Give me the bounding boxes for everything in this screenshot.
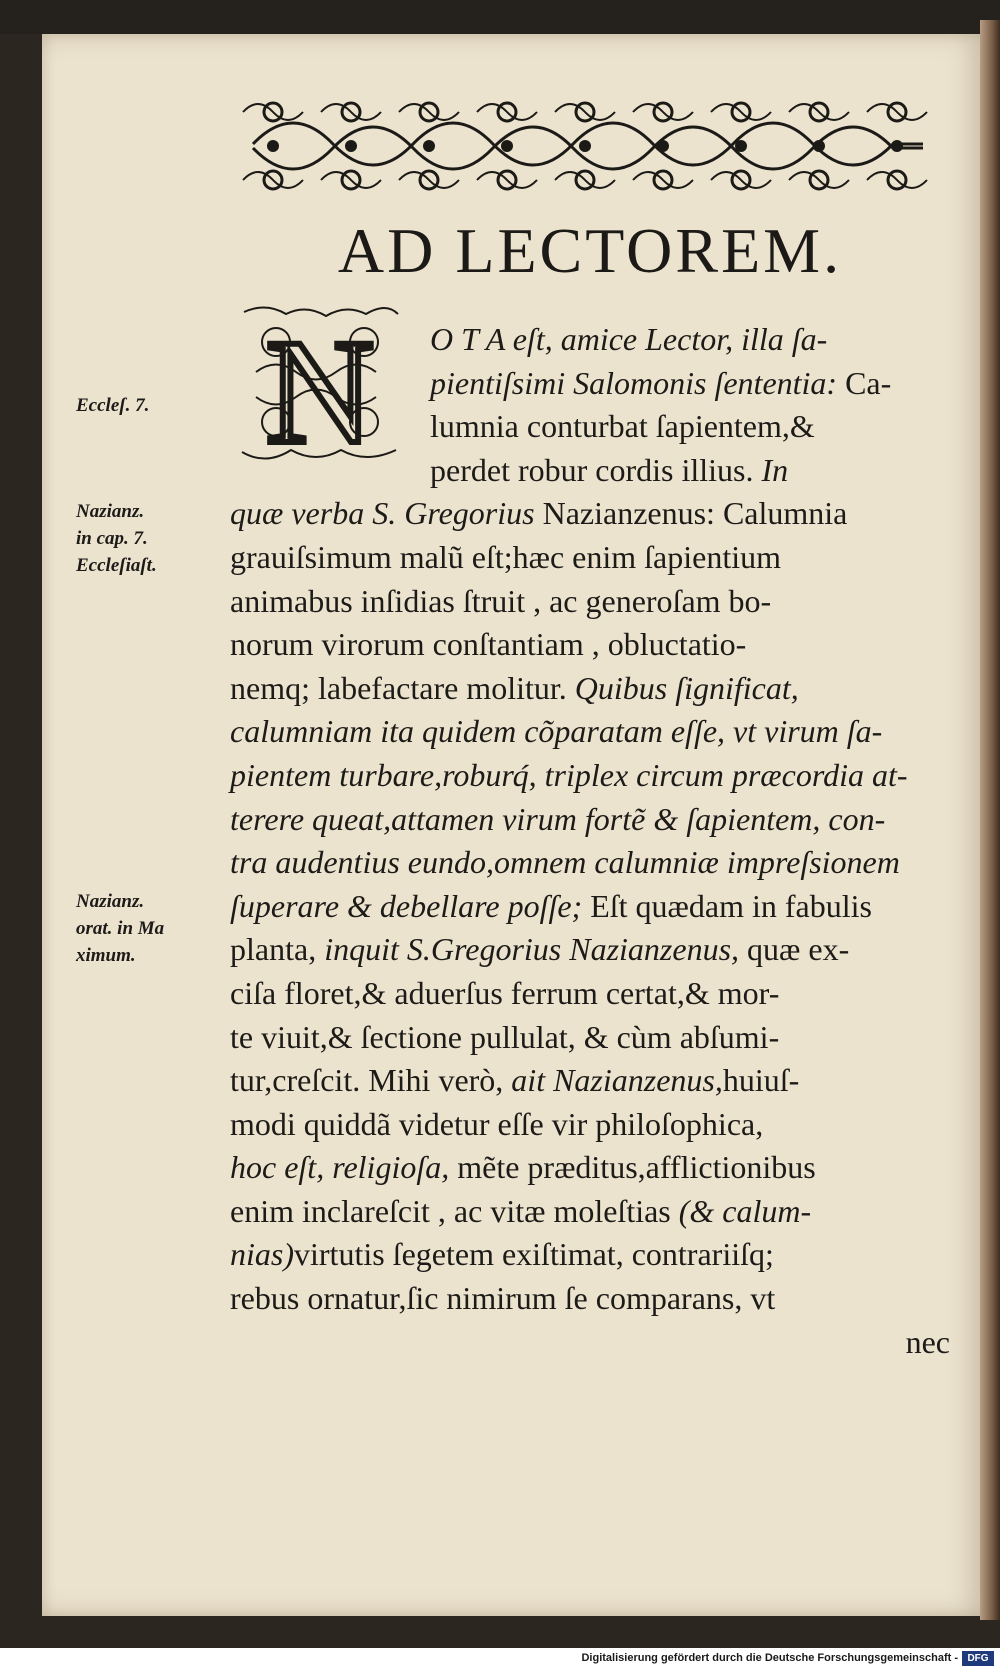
text-line (230, 580, 950, 624)
initial-letter: N (265, 309, 375, 468)
text-line (230, 318, 950, 362)
text-line (230, 449, 950, 493)
text-line (230, 667, 950, 711)
margin-note-line: Nazianz. (76, 891, 145, 912)
text-segment: modi quiddã videtur eſſe vir philoſophica, (230, 1105, 764, 1142)
footer-bar (0, 1648, 1000, 1671)
funding-note: Digitalisierung gefördert durch die Deutsche Forschungsgemeinschaft - (581, 1652, 958, 1664)
text-segment: Ca- (845, 364, 892, 401)
text-segment: rebus ornatur,ſic nimirum ſe comparans, vt (230, 1280, 776, 1317)
text-line (230, 710, 950, 754)
text-segment: Eſt quædam in fabulis (590, 887, 872, 924)
text-segment: quæ verba S. Gregorius (230, 495, 543, 532)
text-segment: quæ ex- (747, 931, 850, 968)
text-segment: tur,creſcit. Mihi verò, (230, 1062, 512, 1099)
text-line (230, 841, 950, 885)
margin-note-line: Eccleſ. 7. (76, 395, 150, 416)
text-line (230, 1190, 950, 1234)
text-segment: huiuſ- (722, 1062, 800, 1099)
text-segment: norum virorum conſtantiam , obluctatio- (230, 626, 747, 663)
scan-background-top (0, 0, 1000, 34)
catchword: nec (905, 1323, 950, 1360)
text-segment: pientiſsimi Salomonis ſententia: (430, 364, 846, 401)
text-segment: planta, (230, 931, 325, 968)
margin-note (76, 888, 164, 969)
text-segment: nemq; labefactare molitur. (230, 669, 575, 706)
margin-note-line: Eccleſiaſt. (76, 555, 157, 576)
text-line (230, 1233, 950, 1277)
text-line (230, 754, 950, 798)
text-line (230, 798, 950, 842)
text-line (230, 885, 950, 929)
text-segment: te viuit,& ſectione pullulat, & cùm abſumi- (230, 1018, 780, 1055)
dfg-logo: DFG (962, 1651, 994, 1666)
text-segment: ait Nazianzenus, (511, 1062, 723, 1099)
body-text (230, 318, 950, 1364)
text-segment: inquit S.Gregorius (324, 931, 570, 968)
page-title: AD LECTOREM. (337, 215, 843, 286)
text-line (230, 972, 950, 1016)
text-line (230, 1059, 950, 1103)
text-line (230, 623, 950, 667)
text-segment: (& calum- (678, 1192, 812, 1229)
text-segment: pientem turbare,roburq́, triplex circum præcordia at- (230, 756, 908, 793)
text-segment: calumniam ita quidem cõparatam eſſe, vt virum ſa- (230, 713, 883, 750)
text-line (230, 1146, 950, 1190)
text-segment: Nazianzenus: Calumnia (542, 495, 848, 532)
text-segment: nias) (230, 1236, 294, 1273)
text-segment: animabus inſidias ſtruit , ac generoſam bo- (230, 582, 772, 619)
text-segment: ciſa floret,& aduerſus ferrum certat,& mor- (230, 974, 780, 1011)
text-line (230, 928, 950, 972)
text-line (230, 1277, 950, 1321)
text-segment: hoc eſt, religioſa, (230, 1149, 458, 1186)
text-segment: grauiſsimum malũ eſt;hæc enim ſapientium (230, 538, 782, 575)
page-fore-edge (980, 20, 1000, 1620)
text-segment: Quibus ſignificat, (574, 669, 799, 706)
margin-note-line: Nazianz. (76, 501, 145, 522)
text-segment: mẽte præditus,afflictionibus (457, 1149, 816, 1186)
text-segment: virtutis ſegetem exiſtimat, contrariiſq; (294, 1236, 774, 1273)
text-segment: lumnia conturbat ſapientem,& (430, 408, 815, 445)
text-line (230, 362, 950, 406)
margin-note-line: in cap. 7. (76, 528, 148, 549)
text-line (230, 405, 950, 449)
text-segment: In (761, 451, 789, 488)
text-segment: ſuperare & debellare poſſe; (230, 887, 591, 924)
margin-note (76, 498, 157, 579)
margin-note (76, 392, 149, 419)
text-line (230, 536, 950, 580)
text-segment: enim inclareſcit , ac vitæ moleſtias (230, 1192, 679, 1229)
text-segment: terere queat,attamen virum fortẽ & ſapientem, con- (230, 800, 886, 837)
text-line (230, 1016, 950, 1060)
text-line (230, 1103, 950, 1147)
text-segment: tra audentius eundo,omnem calumniæ impreſsionem (230, 844, 900, 881)
text-segment: perdet robur cordis illius. (430, 451, 762, 488)
margin-note-line: ximum. (76, 945, 136, 966)
text-segment: eſt, amice Lector, illa ſa- (512, 321, 828, 357)
text-segment: Nazianzenus, (569, 931, 748, 968)
headpiece-ornament (233, 82, 940, 210)
text-line (230, 492, 950, 536)
text-segment: O T A (430, 321, 513, 357)
margin-note-line: orat. in Ma (76, 918, 165, 939)
